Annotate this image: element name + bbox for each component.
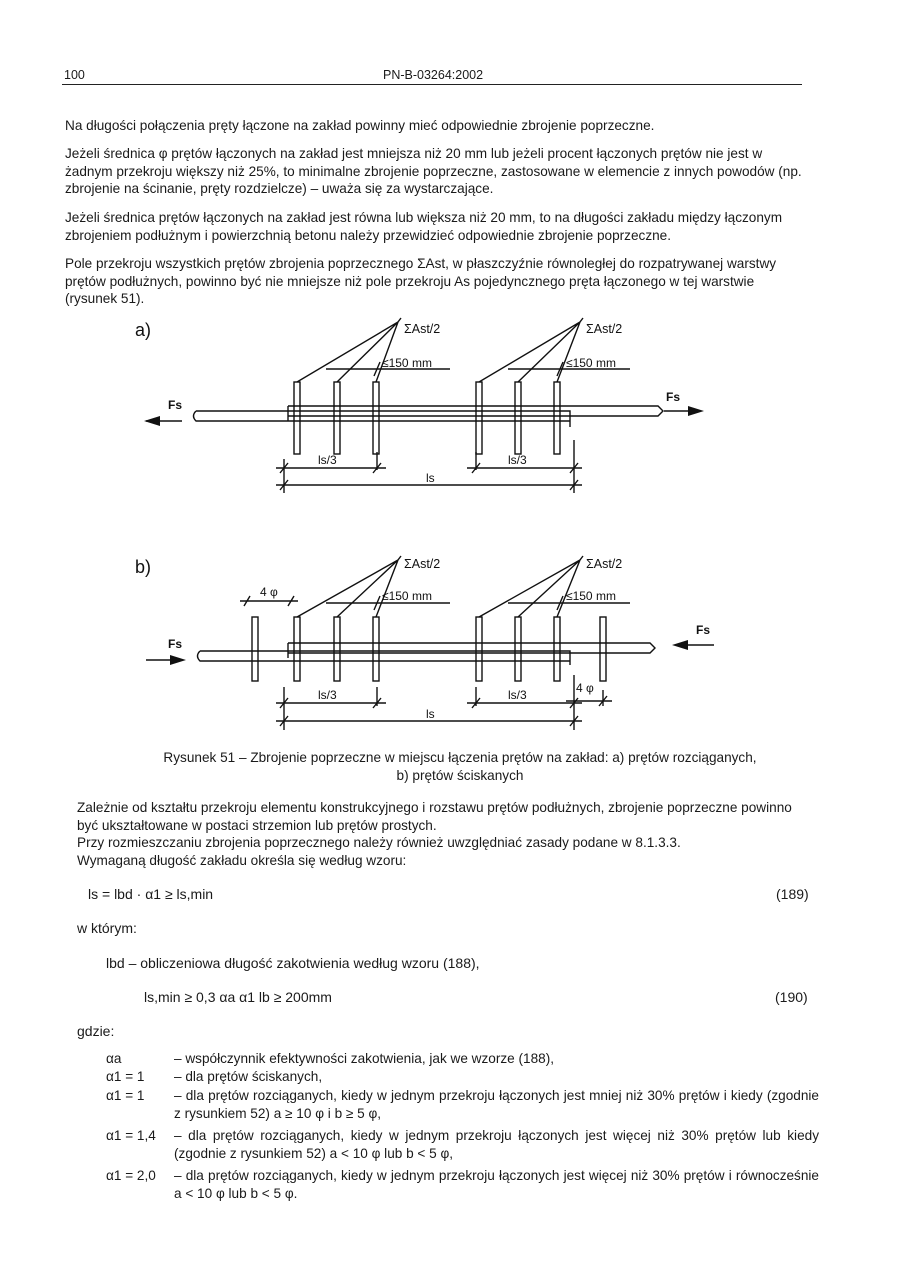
third-label-a2: ls/3 [508,453,527,467]
formula-189: ls = lbd · α1 ≥ ls,min [88,886,214,902]
force-label-a-left: Fs [168,398,183,412]
third-label-b2: ls/3 [508,688,527,702]
paragraph-1: Na długości połączenia pręty łączone na zakład powinny mieć odpowiednie zbrojenie poprzeczne. [65,118,655,133]
formula-189-number: (189) [776,886,809,902]
paragraph-6: Przy rozmieszczaniu zbrojenia poprzecznego należy również uwzględniać zasady podane w 8.1.3.3. [77,835,681,850]
standard-code: PN-B-03264:2002 [383,68,484,82]
lbd-definition: lbd – obliczeniowa długość zakotwienia według wzoru (188), [106,955,480,971]
def-symbol: α1 = 1,4 [106,1128,156,1143]
def-symbol: α1 = 1 [106,1088,145,1103]
def-symbol: α1 = 1 [106,1069,145,1084]
def-symbol: α1 = 2,0 [106,1168,156,1183]
sum-label-a2: ΣAst/2 [586,322,623,336]
four-phi-label-bottom: 4 φ [576,681,594,695]
force-label-a-right: Fs [666,390,681,404]
figure-caption-line2: b) prętów ściskanych [396,768,524,783]
spacing-label-a2: ≤150 mm [566,356,616,370]
def-text: – dla prętów rozciąganych, kiedy w jednym przekroju łączonych jest więcej niż 30% prętów i równocześnie a < 10 φ lub b < 5 φ. [174,1168,819,1201]
figure-caption-line1: Rysunek 51 – Zbrojenie poprzeczne w miejscu łączenia prętów na zakład: a) prętów rozciąganych, [163,750,757,765]
figure-label-a: a) [135,320,152,340]
four-phi-label-top: 4 φ [260,585,278,599]
force-label-b-right: Fs [696,623,711,637]
def-text: – dla prętów ściskanych, [174,1069,323,1084]
paragraph-3: Jeżeli średnica prętów łączonych na zakład jest równa lub większa niż 20 mm, to na długości zakładu między łączonym zbrojeniem podłużnym i powierzchnią betonu należy przewidzieć odpowiednie zbrojenie poprzeczne. [65,210,783,243]
formula-190-number: (190) [775,989,808,1005]
spacing-label-b2: ≤150 mm [566,589,616,603]
page-number: 100 [64,68,85,82]
paragraph-7: Wymaganą długość zakładu określa się według wzoru: [77,853,407,868]
force-label-b-left: Fs [168,637,183,651]
formula-190: ls,min ≥ 0,3 αa α1 lb ≥ 200mm [144,989,332,1005]
sum-label-b1: ΣAst/2 [404,557,441,571]
def-symbol: αa [106,1051,122,1066]
third-label-b1: ls/3 [318,688,337,702]
sum-label-b2: ΣAst/2 [586,557,623,571]
paragraph-2: Jeżeli średnica φ prętów łączonych na zakład jest mniejsza niż 20 mm lub jeżeli procent łączonych prętów nie jest w żadnym przekroju większy niż 25%, to minimalne zbrojenie poprzeczne, zastosowane w elemencie z innych powodów (np. zbrojenie na ścinanie, pręty rozdzielcze) – uważa się za wystarczające. [65,146,802,196]
def-text: – dla prętów rozciąganych, kiedy w jednym przekroju łączonych jest mniej niż 30% prętów i kiedy (zgodnie z rysunkiem 52) a ≥ 10 φ i b ≥ 5 φ, [174,1088,819,1121]
gdzie-label: gdzie: [77,1023,115,1039]
w-ktorym-label: w którym: [77,920,137,936]
paragraph-4: Pole przekroju wszystkich prętów zbrojenia poprzecznego ΣAst, w płaszczyźnie równoległej do rozpatrywanej warstwy prętów podłużnych, powinno być nie mniejsze niż pole przekroju As pojedyncznego pręta łączonego w tej warstwie (rysunek 51). [65,256,777,306]
paragraph-5: Zależnie od kształtu przekroju elementu konstrukcyjnego i rozstawu prętów podłużnych, zbrojenie poprzeczne powinno być ukształtowane w postaci strzemion lub prętów prostych. [77,800,792,833]
sum-label-a1: ΣAst/2 [404,322,441,336]
figure-label-b: b) [135,557,152,577]
def-text: – współczynnik efektywności zakotwienia, jak we wzorze (188), [174,1051,555,1066]
third-label-a1: ls/3 [318,453,337,467]
lap-label-b: ls [426,707,435,721]
spacing-label-a1: ≤150 mm [382,356,432,370]
def-text: – dla prętów rozciąganych, kiedy w jednym przekroju łączonych jest więcej niż 30% prętów lub kiedy (zgodnie z rysunkiem 52) a < 10 φ lub b < 5 φ, [174,1128,819,1161]
lap-label-a: ls [426,471,435,485]
spacing-label-b1: ≤150 mm [382,589,432,603]
